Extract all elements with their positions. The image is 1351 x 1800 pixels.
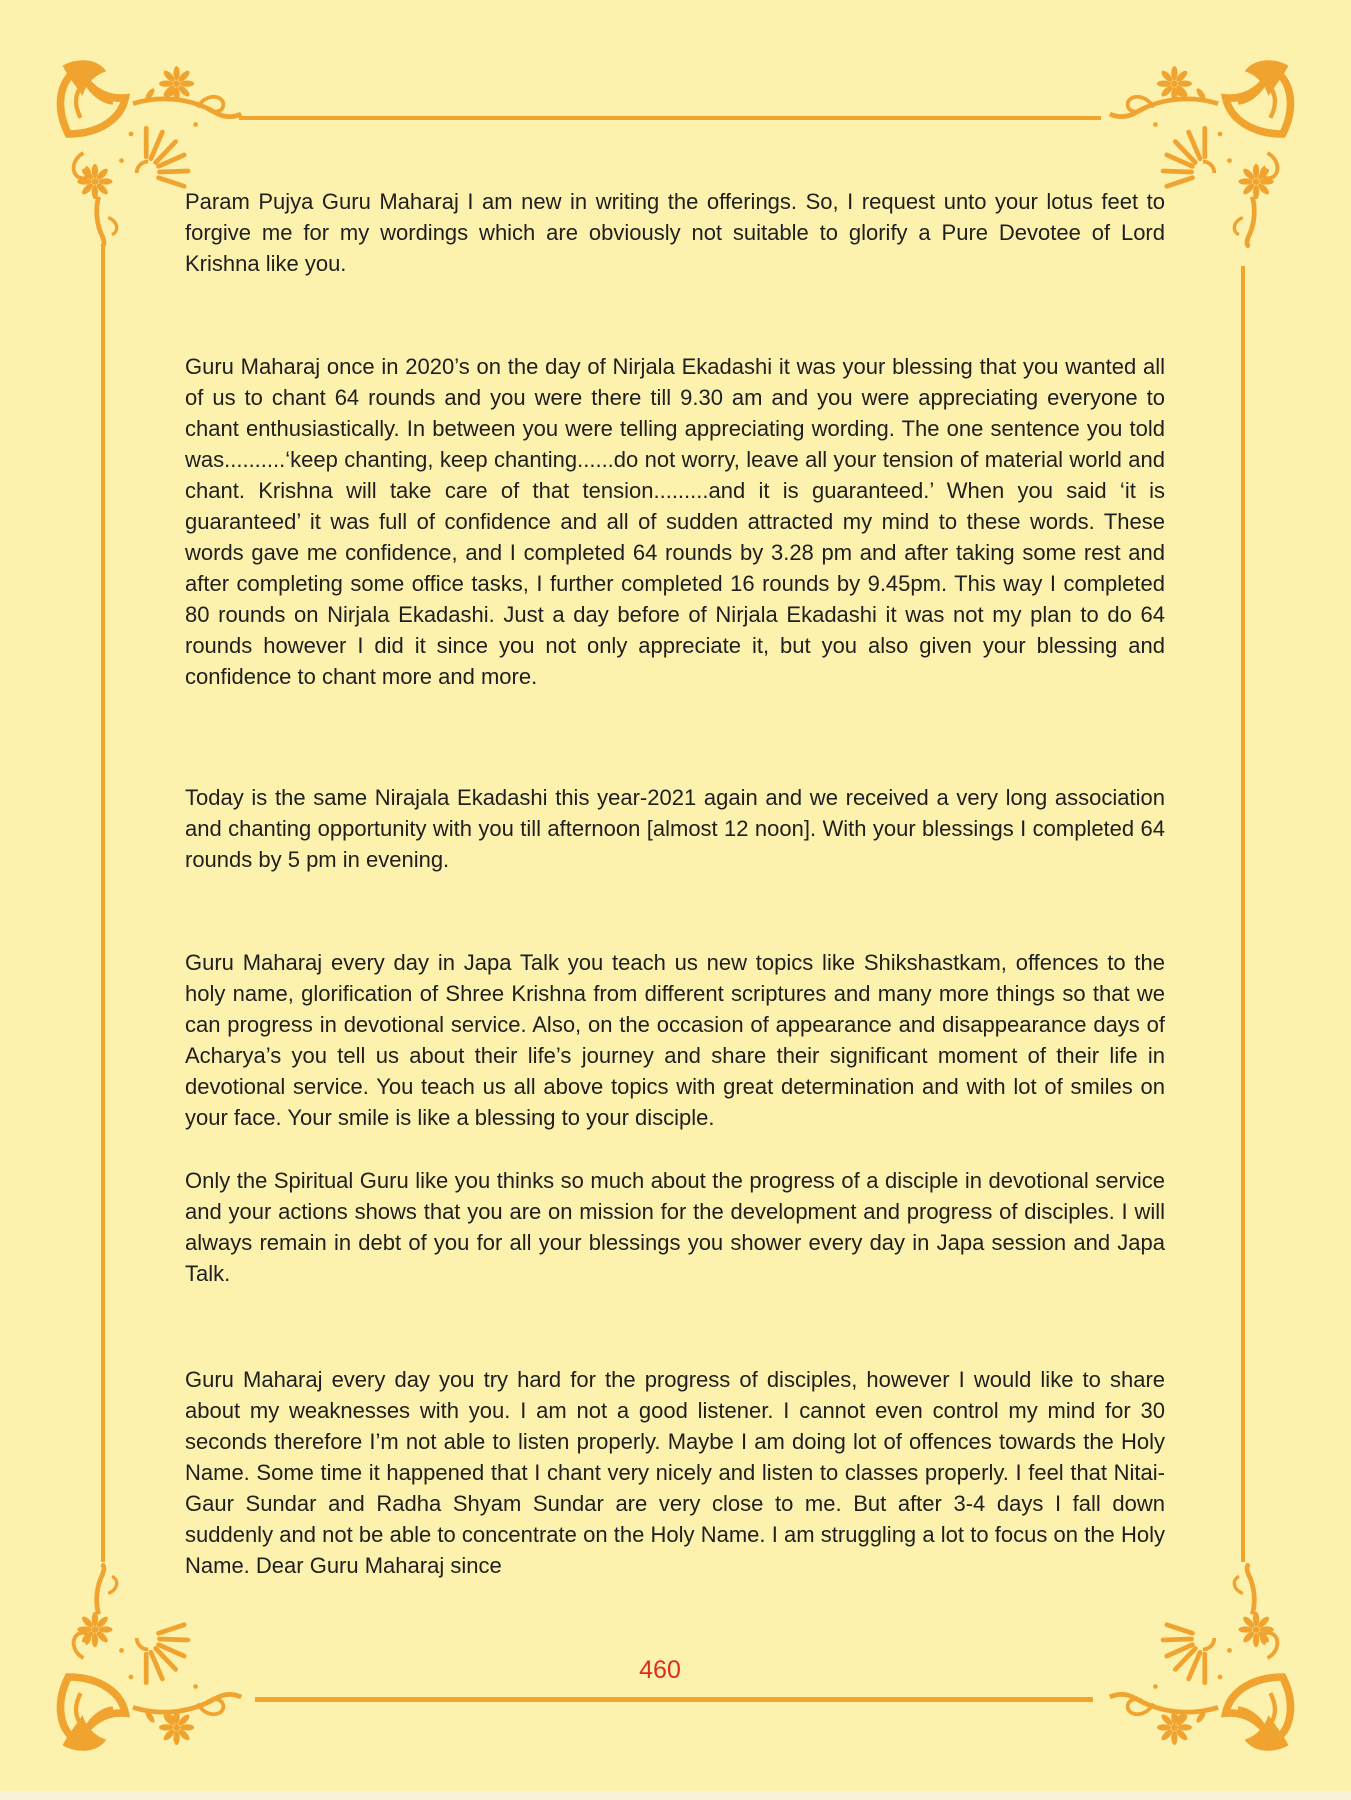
paragraph: Only the Spiritual Guru like you thinks so much about the progress of a disciple in devotional service and your actions shows that you are on mission for the development and progress of disciples. I will always remain in debt of you for all your blessings you shower every day in Japa session and Japa Talk. bbox=[185, 1168, 1165, 1286]
paragraph: Guru Maharaj every day in Japa Talk you teach us new topics like Shikshastkam, offences to the holy name, glorification of Shree Krishna from different scriptures and many more things so that we can progress in devotional service. Also, on the occasion of appearance and disappearance days of Acharya’s you tell us about their life’s journey and share their significant moment of their life in devotional service. You teach us all above topics with great determination and with lot of smiles on your face. Your smile is like a blessing to your disciple. bbox=[185, 950, 1165, 1130]
border-line-right bbox=[1241, 266, 1245, 1562]
paragraph: Today is the same Nirajala Ekadashi this year-2021 again and we received a very long association and chanting opportunity with you till afternoon [almost 12 noon]. With your blessings I completed 64 rounds by 5 pm in evening. bbox=[185, 785, 1165, 872]
border-line-top bbox=[239, 116, 1101, 120]
paragraph: Guru Maharaj once in 2020’s on the day of Nirjala Ekadashi it was your blessing that you wanted all of us to chant 64 rounds and you were there till 9.30 am and you were appreciating everyone to chant enthusiastically. In between you were telling appreciating wording. The one sentence you told was..........‘keep chanting, keep chanting......do not worry, leave all your tension of material world and chant. Krishna will take care of that tension.........and it is guaranteed.’ When you said ‘it is guaranteed’ it was full of confidence and all of sudden attracted my mind to these words. These words gave me confidence, and I completed 64 rounds by 3.28 pm and after taking some rest and after completing some office tasks, I further completed 16 rounds by 9.45pm. This way I completed 80 rounds on Nirjala Ekadashi. Just a day before of Nirjala Ekadashi it was not my plan to do 64 rounds however I did it since you not only appreciate it, but you also given your blessing and confidence to chant more and more. bbox=[185, 354, 1165, 689]
paragraph: Guru Maharaj every day you try hard for the progress of disciples, however I would like to share about my weaknesses with you. I am not a good listener. I cannot even control my mind for 30 seconds therefore I’m not able to listen properly. Maybe I am doing lot of offences towards the Holy Name. Some time it happened that I chant very nicely and listen to classes properly. I feel that Nitai-Gaur Sundar and Radha Shyam Sundar are very close to me. But after 3-4 days I fall down suddenly and not be able to concentrate on the Holy Name. I am struggling a lot to focus on the Holy Name. Dear Guru Maharaj since bbox=[185, 1367, 1165, 1578]
page-edge bbox=[0, 1791, 1351, 1800]
page-text bbox=[185, 186, 1165, 1581]
border-line-bottom bbox=[255, 1697, 1093, 1702]
paragraph: Param Pujya Guru Maharaj I am new in writing the offerings. So, I request unto your lotus feet to forgive me for my wordings which are obviously not suitable to glorify a Pure Devotee of Lord Krishna like you. bbox=[185, 189, 1165, 276]
page-number: 460 bbox=[639, 1656, 681, 1684]
border-line-left bbox=[101, 244, 105, 1562]
